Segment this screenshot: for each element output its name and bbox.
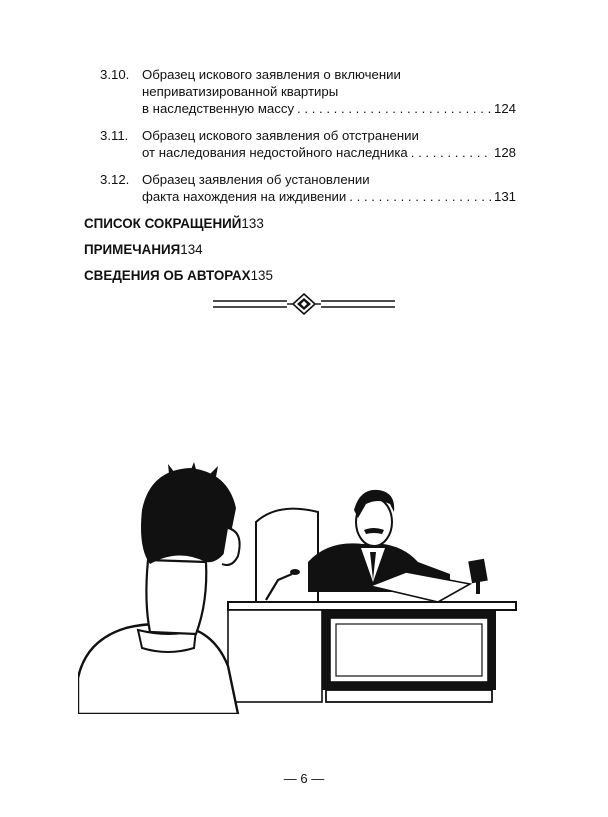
page-number-footer: — 6 — — [283, 771, 325, 786]
dot-leader — [411, 144, 491, 161]
toc-entry-3-12 — [84, 171, 516, 205]
toc-entry-last-line — [142, 144, 516, 161]
toc-entry-text-line: Образец заявления об установлении — [142, 172, 370, 187]
toc-entry-text-line: в наследственную массу — [142, 101, 295, 116]
toc-page-number: 128 — [493, 145, 516, 160]
toc-section-title: СПИСОК СОКРАЩЕНИЙ — [84, 216, 242, 231]
toc-section-notes — [84, 241, 516, 258]
toc-page-number: 135 — [250, 268, 273, 283]
toc-entry-3-10 — [84, 66, 516, 117]
toc-section-authors — [84, 267, 516, 284]
toc-entry-last-line — [142, 188, 516, 205]
toc-page-number: 124 — [493, 101, 516, 116]
toc-section-abbreviations — [84, 215, 516, 232]
toc-entry-text-line: Образец искового заявления об отстранении — [142, 128, 419, 143]
toc-entry-text-line: Образец искового заявления о включении — [142, 67, 401, 82]
table-of-contents — [84, 66, 516, 293]
toc-section-title: ПРИМЕЧАНИЯ — [84, 242, 181, 257]
dot-leader — [297, 100, 491, 117]
toc-entry-3-11 — [84, 127, 516, 161]
toc-entry-number: 3.11. — [100, 128, 129, 143]
decorative-divider-icon — [213, 293, 395, 315]
toc-entry-number: 3.12. — [100, 172, 130, 187]
toc-page-number: 134 — [180, 242, 203, 257]
courtroom-illustration — [78, 452, 518, 714]
toc-entry-text-line: факта нахождения на иждивении — [142, 189, 347, 204]
toc-entry-text-line: от наследования недостойного наследника — [142, 145, 408, 160]
toc-entry-number: 3.10. — [100, 67, 130, 82]
dot-leader — [349, 188, 491, 205]
toc-page-number: 133 — [241, 216, 264, 231]
toc-page-number: 131 — [493, 189, 516, 204]
toc-entry-text-line: неприватизированной квартиры — [142, 84, 339, 99]
toc-entry-last-line — [142, 100, 516, 117]
toc-section-title: СВЕДЕНИЯ ОБ АВТОРАХ — [84, 268, 251, 283]
